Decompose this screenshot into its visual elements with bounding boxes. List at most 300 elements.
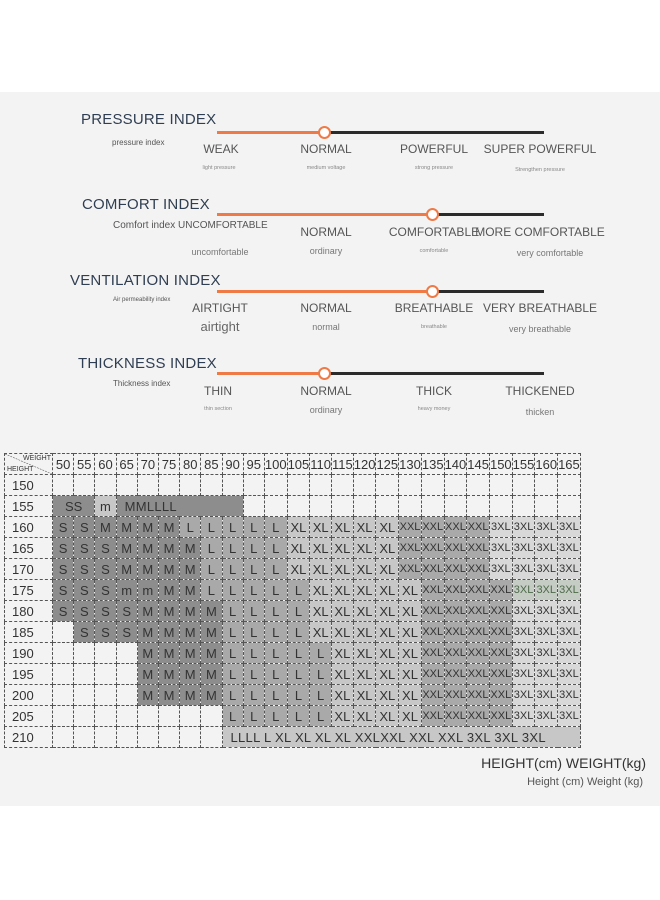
size-cell: S [53,580,74,601]
size-cell: 3XL [558,601,581,622]
size-cell: M [158,643,179,664]
size-cell: L [243,643,264,664]
size-cell: S [74,580,95,601]
size-cell: L [264,601,287,622]
size-cell: M [137,517,158,538]
size-cell [376,496,399,517]
size-cell: M [180,559,201,580]
size-cell: 3XL [512,664,535,685]
size-cell: XL [399,601,422,622]
pressure-slider [217,131,544,134]
size-cell: XXL [444,517,467,538]
corner-weight-label: WEIGHT [23,455,51,462]
size-cell: L [222,517,243,538]
pressure-level-1-sub: light pressure [202,165,236,171]
size-cell: M [180,622,201,643]
size-cell [310,475,332,496]
height-cell: 165 [5,538,53,559]
height-cell: 195 [5,664,53,685]
size-cell: XL [399,664,422,685]
size-cell: M [95,517,116,538]
size-cell [512,475,535,496]
size-cell [137,727,158,748]
size-cell: L [264,685,287,706]
size-cell [264,475,287,496]
size-cell: XXL [444,685,467,706]
weight-header-cell: 150 [489,454,512,475]
size-cell: 3XL [535,559,558,580]
size-cell: XL [376,622,399,643]
size-cell: XL [353,664,376,685]
size-cell: L [243,601,264,622]
size-cell [95,685,116,706]
size-cell: M [158,580,179,601]
size-cell: L [287,622,310,643]
size-cell: XXL [467,706,490,727]
size-cell [421,496,444,517]
size-cell [222,475,243,496]
weight-header-cell: 105 [287,454,310,475]
size-cell: M [180,685,201,706]
size-cell [489,475,512,496]
weight-header-cell: 85 [201,454,222,475]
size-cell: 3XL [535,685,558,706]
size-cell: 3XL [535,601,558,622]
size-cell: M [158,622,179,643]
size-row [5,622,581,643]
size-cell: XXL [444,580,467,601]
size-cell [512,496,535,517]
size-cell: M [116,559,137,580]
height-cell: 175 [5,580,53,601]
size-cell: 3XL [489,517,512,538]
comfort-index-title: COMFORT INDEX [82,196,210,213]
size-cell [201,475,222,496]
size-cell: L [264,538,287,559]
size-cell: L [287,685,310,706]
size-cell: XL [399,685,422,706]
size-cell: S [53,517,74,538]
size-cell: L [287,601,310,622]
size-row [5,517,581,538]
corner-cell [5,454,53,475]
weight-header-cell: 140 [444,454,467,475]
size-cell: XL [332,601,354,622]
size-cell: L [287,664,310,685]
size-cell: XXL [444,643,467,664]
thickness-level-1-sub: thin section [204,406,232,412]
size-cell: L [180,517,201,538]
size-cell [53,664,74,685]
weight-header-cell: 65 [116,454,137,475]
size-cell: L [287,643,310,664]
size-cell [467,475,490,496]
size-cell: 3XL [558,664,581,685]
size-cell: L [243,580,264,601]
size-cell: XL [353,538,376,559]
size-cell [535,496,558,517]
size-cell: XXL [489,580,512,601]
thickness-level-2: NORMAL [300,384,352,398]
size-cell: M [180,601,201,622]
comfort-slider [217,213,544,216]
size-cell: 3XL [512,685,535,706]
size-cell: XXL [399,559,422,580]
pressure-slider-knob [318,126,331,139]
size-cell [53,706,74,727]
size-cell: XXL [421,706,444,727]
size-cell: XXL [421,643,444,664]
size-cell: L [201,517,222,538]
size-cell: 3XL [512,622,535,643]
size-cell: 3XL [535,517,558,538]
size-cell: L [243,517,264,538]
size-cell: XL [310,622,332,643]
size-cell: XL [332,664,354,685]
size-cell: M [158,685,179,706]
size-cell [201,727,222,748]
size-cell: M [180,580,201,601]
size-cell: 3XL [558,706,581,727]
weight-header-cell: 100 [264,454,287,475]
size-cell: L [264,622,287,643]
size-cell: XXL [467,601,490,622]
size-cell: XXL [421,559,444,580]
size-cell: L [310,664,332,685]
size-cell: XXL [444,664,467,685]
size-cell: S [74,538,95,559]
size-cell [243,496,264,517]
size-cell [53,622,74,643]
size-cell: L [310,643,332,664]
size-cell: XL [399,643,422,664]
size-cell: L [310,706,332,727]
size-row [5,685,581,706]
size-cell: L [264,559,287,580]
size-cell: XXL [421,622,444,643]
size-cell: XXL [399,517,422,538]
ventilation-level-1-sub: airtight [200,319,240,334]
size-cell: L [222,643,243,664]
size-cell: XXL [467,559,490,580]
comfort-level-3-sub: comfortable [419,248,449,254]
size-cell [158,475,179,496]
comfort-level-2-sub: ordinary [309,246,343,256]
size-cell: L [264,664,287,685]
size-cell: XL [376,580,399,601]
size-cell: XXL [467,622,490,643]
size-cell: XL [332,517,354,538]
size-cell [332,496,354,517]
size-cell: 3XL [558,559,581,580]
thickness-level-1: THIN [204,384,232,398]
size-cell: XL [376,517,399,538]
size-cell: M [201,664,222,685]
size-cell: S [74,622,95,643]
size-cell [95,475,116,496]
size-cell: M [201,622,222,643]
size-cell: XXL [421,685,444,706]
size-cell: XL [376,601,399,622]
size-cell [243,475,264,496]
size-cell: XXL [444,538,467,559]
size-cell: XXL [467,685,490,706]
size-cell: L [243,706,264,727]
size-cell [74,727,95,748]
size-cell [137,475,158,496]
pressure-level-2: NORMAL [300,142,352,156]
size-cell: L [201,538,222,559]
height-cell: 170 [5,559,53,580]
size-cell: S [74,517,95,538]
weight-header-cell: 90 [222,454,243,475]
ventilation-level-4: VERY BREATHABLE [482,301,598,315]
weight-header-cell: 70 [137,454,158,475]
chart-footer-subtitle: Height (cm) Weight (kg) [527,776,643,788]
size-cell [116,706,137,727]
height-cell: 185 [5,622,53,643]
size-cell: L [264,706,287,727]
size-cell: XXL [489,706,512,727]
size-cell: L [222,664,243,685]
size-cell: S [95,622,116,643]
size-cell: XL [376,706,399,727]
size-cell: S [74,559,95,580]
thickness-level-2-sub: ordinary [309,405,343,415]
size-cell: 3XL [535,580,558,601]
size-cell [535,475,558,496]
size-cell [74,664,95,685]
corner-height-label: HEIGHT [7,466,34,473]
size-cell: XL [332,580,354,601]
size-cell [53,643,74,664]
size-cell: M [137,559,158,580]
size-row [5,496,581,517]
size-cell: XL [332,685,354,706]
size-cell: 3XL [535,643,558,664]
size-cell: XL [332,538,354,559]
weight-header-row [5,454,581,475]
size-cell [332,475,354,496]
size-cell [310,496,332,517]
size-cell: 3XL [512,580,535,601]
ventilation-level-3: BREATHABLE [394,301,474,315]
thickness-index-subtitle: Thickness index [113,379,171,388]
size-cell: S [116,622,137,643]
pressure-level-1: WEAK [203,142,239,156]
size-cell: M [137,601,158,622]
size-cell: L [201,580,222,601]
weight-header-cell: 165 [558,454,581,475]
size-cell: L [222,538,243,559]
pressure-level-4: SUPER POWERFUL [483,142,597,156]
size-cell: S [95,538,116,559]
size-cell: XL [376,685,399,706]
size-cell [74,643,95,664]
weight-header-cell: 55 [74,454,95,475]
size-cell: 3XL [535,664,558,685]
pressure-slider-fill [217,131,325,134]
size-row [5,475,581,496]
size-cell: L [264,643,287,664]
weight-header-cell: 50 [53,454,74,475]
size-cell: L [243,559,264,580]
size-cell [53,475,74,496]
thickness-level-4-sub: thicken [525,407,555,417]
size-cell [264,496,287,517]
height-cell: 205 [5,706,53,727]
pressure-index-subtitle: pressure index [112,138,165,147]
size-cell: M [137,538,158,559]
size-cell: XL [310,517,332,538]
size-cell: XXL [421,538,444,559]
size-cell: 3XL [558,643,581,664]
size-cell [353,496,376,517]
size-cell [74,685,95,706]
size-cell: XL [376,664,399,685]
size-cell: XL [287,559,310,580]
size-cell: M [137,685,158,706]
height-cell: 180 [5,601,53,622]
size-cell: M [158,601,179,622]
size-cell: 3XL [558,622,581,643]
size-cell [180,727,201,748]
size-cell [95,643,116,664]
size-row [5,643,581,664]
size-cell: S [74,601,95,622]
comfort-level-4: MORE COMFORTABLE [475,225,605,239]
size-cell: XXL [467,517,490,538]
size-cell: XXL [489,643,512,664]
size-cell: S [95,559,116,580]
size-cell: 3XL [489,538,512,559]
size-cell: XL [332,643,354,664]
ventilation-level-4-sub: very breathable [508,324,572,334]
size-cell: M [180,643,201,664]
comfort-index-subtitle: Comfort index UNCOMFORTABLE [113,220,268,231]
size-cell: XL [310,580,332,601]
comfort-slider-knob [426,208,439,221]
size-cell: m [116,580,137,601]
thickness-level-4: THICKENED [505,384,575,398]
size-cell: M [137,622,158,643]
size-cell: XL [310,538,332,559]
size-cell: XXL [489,601,512,622]
size-chart-table [4,453,581,748]
ventilation-level-2-sub: normal [312,322,340,332]
size-cell: M [116,517,137,538]
ventilation-index-subtitle: Air permeability index [113,297,171,303]
size-cell: XL [353,580,376,601]
size-cell [74,475,95,496]
pressure-index-title: PRESSURE INDEX [81,111,217,128]
size-cell: M [137,643,158,664]
size-cell: XL [310,559,332,580]
size-cell: M [158,559,179,580]
size-cell: 3XL [512,538,535,559]
size-cell: XL [399,706,422,727]
ventilation-level-3-sub: breathable [421,324,447,330]
comfort-level-3: COMFORTABLE [388,225,480,239]
ventilation-slider-fill [217,290,433,293]
size-cell: M [201,601,222,622]
weight-header-cell: 135 [421,454,444,475]
thickness-level-3: THICK [416,384,452,398]
size-cell: XXL [467,643,490,664]
weight-header-cell: 120 [353,454,376,475]
size-cell: 3XL [512,517,535,538]
size-cell: L [264,517,287,538]
weight-header-cell: 145 [467,454,490,475]
size-cell: 3XL [558,580,581,601]
size-cell: XXL [467,538,490,559]
size-cell: S [53,538,74,559]
size-cell: XL [376,559,399,580]
height-cell: 190 [5,643,53,664]
size-cell: XL [353,685,376,706]
size-cell: 3XL [535,706,558,727]
weight-header-cell: 125 [376,454,399,475]
thickness-level-3-sub: heavy money [417,406,451,412]
size-cell: S [95,580,116,601]
thickness-index-title: THICKNESS INDEX [78,355,217,372]
size-cell: XXL [444,622,467,643]
size-cell [116,475,137,496]
size-cell [137,706,158,727]
size-row [5,559,581,580]
size-cell: 3XL [558,685,581,706]
size-cell [287,475,310,496]
size-cell: m [95,496,116,517]
size-cell: XL [332,706,354,727]
size-cell [421,475,444,496]
size-cell: XL [310,601,332,622]
size-cell: M [158,538,179,559]
height-cell: 150 [5,475,53,496]
size-cell: M [158,664,179,685]
size-cell: 3XL [512,601,535,622]
weight-header-cell: 110 [310,454,332,475]
size-cell: XL [353,517,376,538]
size-cell: XXL [421,517,444,538]
size-cell: XL [353,559,376,580]
size-cell: 3XL [512,559,535,580]
ventilation-level-1: AIRTIGHT [192,301,248,315]
size-row [5,664,581,685]
size-cell [158,706,179,727]
thickness-slider-fill [217,372,325,375]
size-cell: XXL [489,622,512,643]
pressure-level-4-sub: Strengthen pressure [515,167,565,173]
comfort-level-2: NORMAL [300,225,352,239]
comfort-level-4-sub: very comfortable [516,248,584,258]
size-cell: XXL [399,538,422,559]
size-cell: L [222,601,243,622]
comfort-slider-fill [217,213,433,216]
size-cell: S [116,601,137,622]
size-cell: M [116,538,137,559]
size-cell: L [287,580,310,601]
size-cell: 3XL [489,559,512,580]
size-cell: L [243,622,264,643]
size-cell: XXL [444,559,467,580]
size-cell: 3XL [535,622,558,643]
size-cell: XL [353,643,376,664]
size-cell: M [201,643,222,664]
size-cell [558,496,581,517]
height-cell: 210 [5,727,53,748]
size-cell: L [310,685,332,706]
